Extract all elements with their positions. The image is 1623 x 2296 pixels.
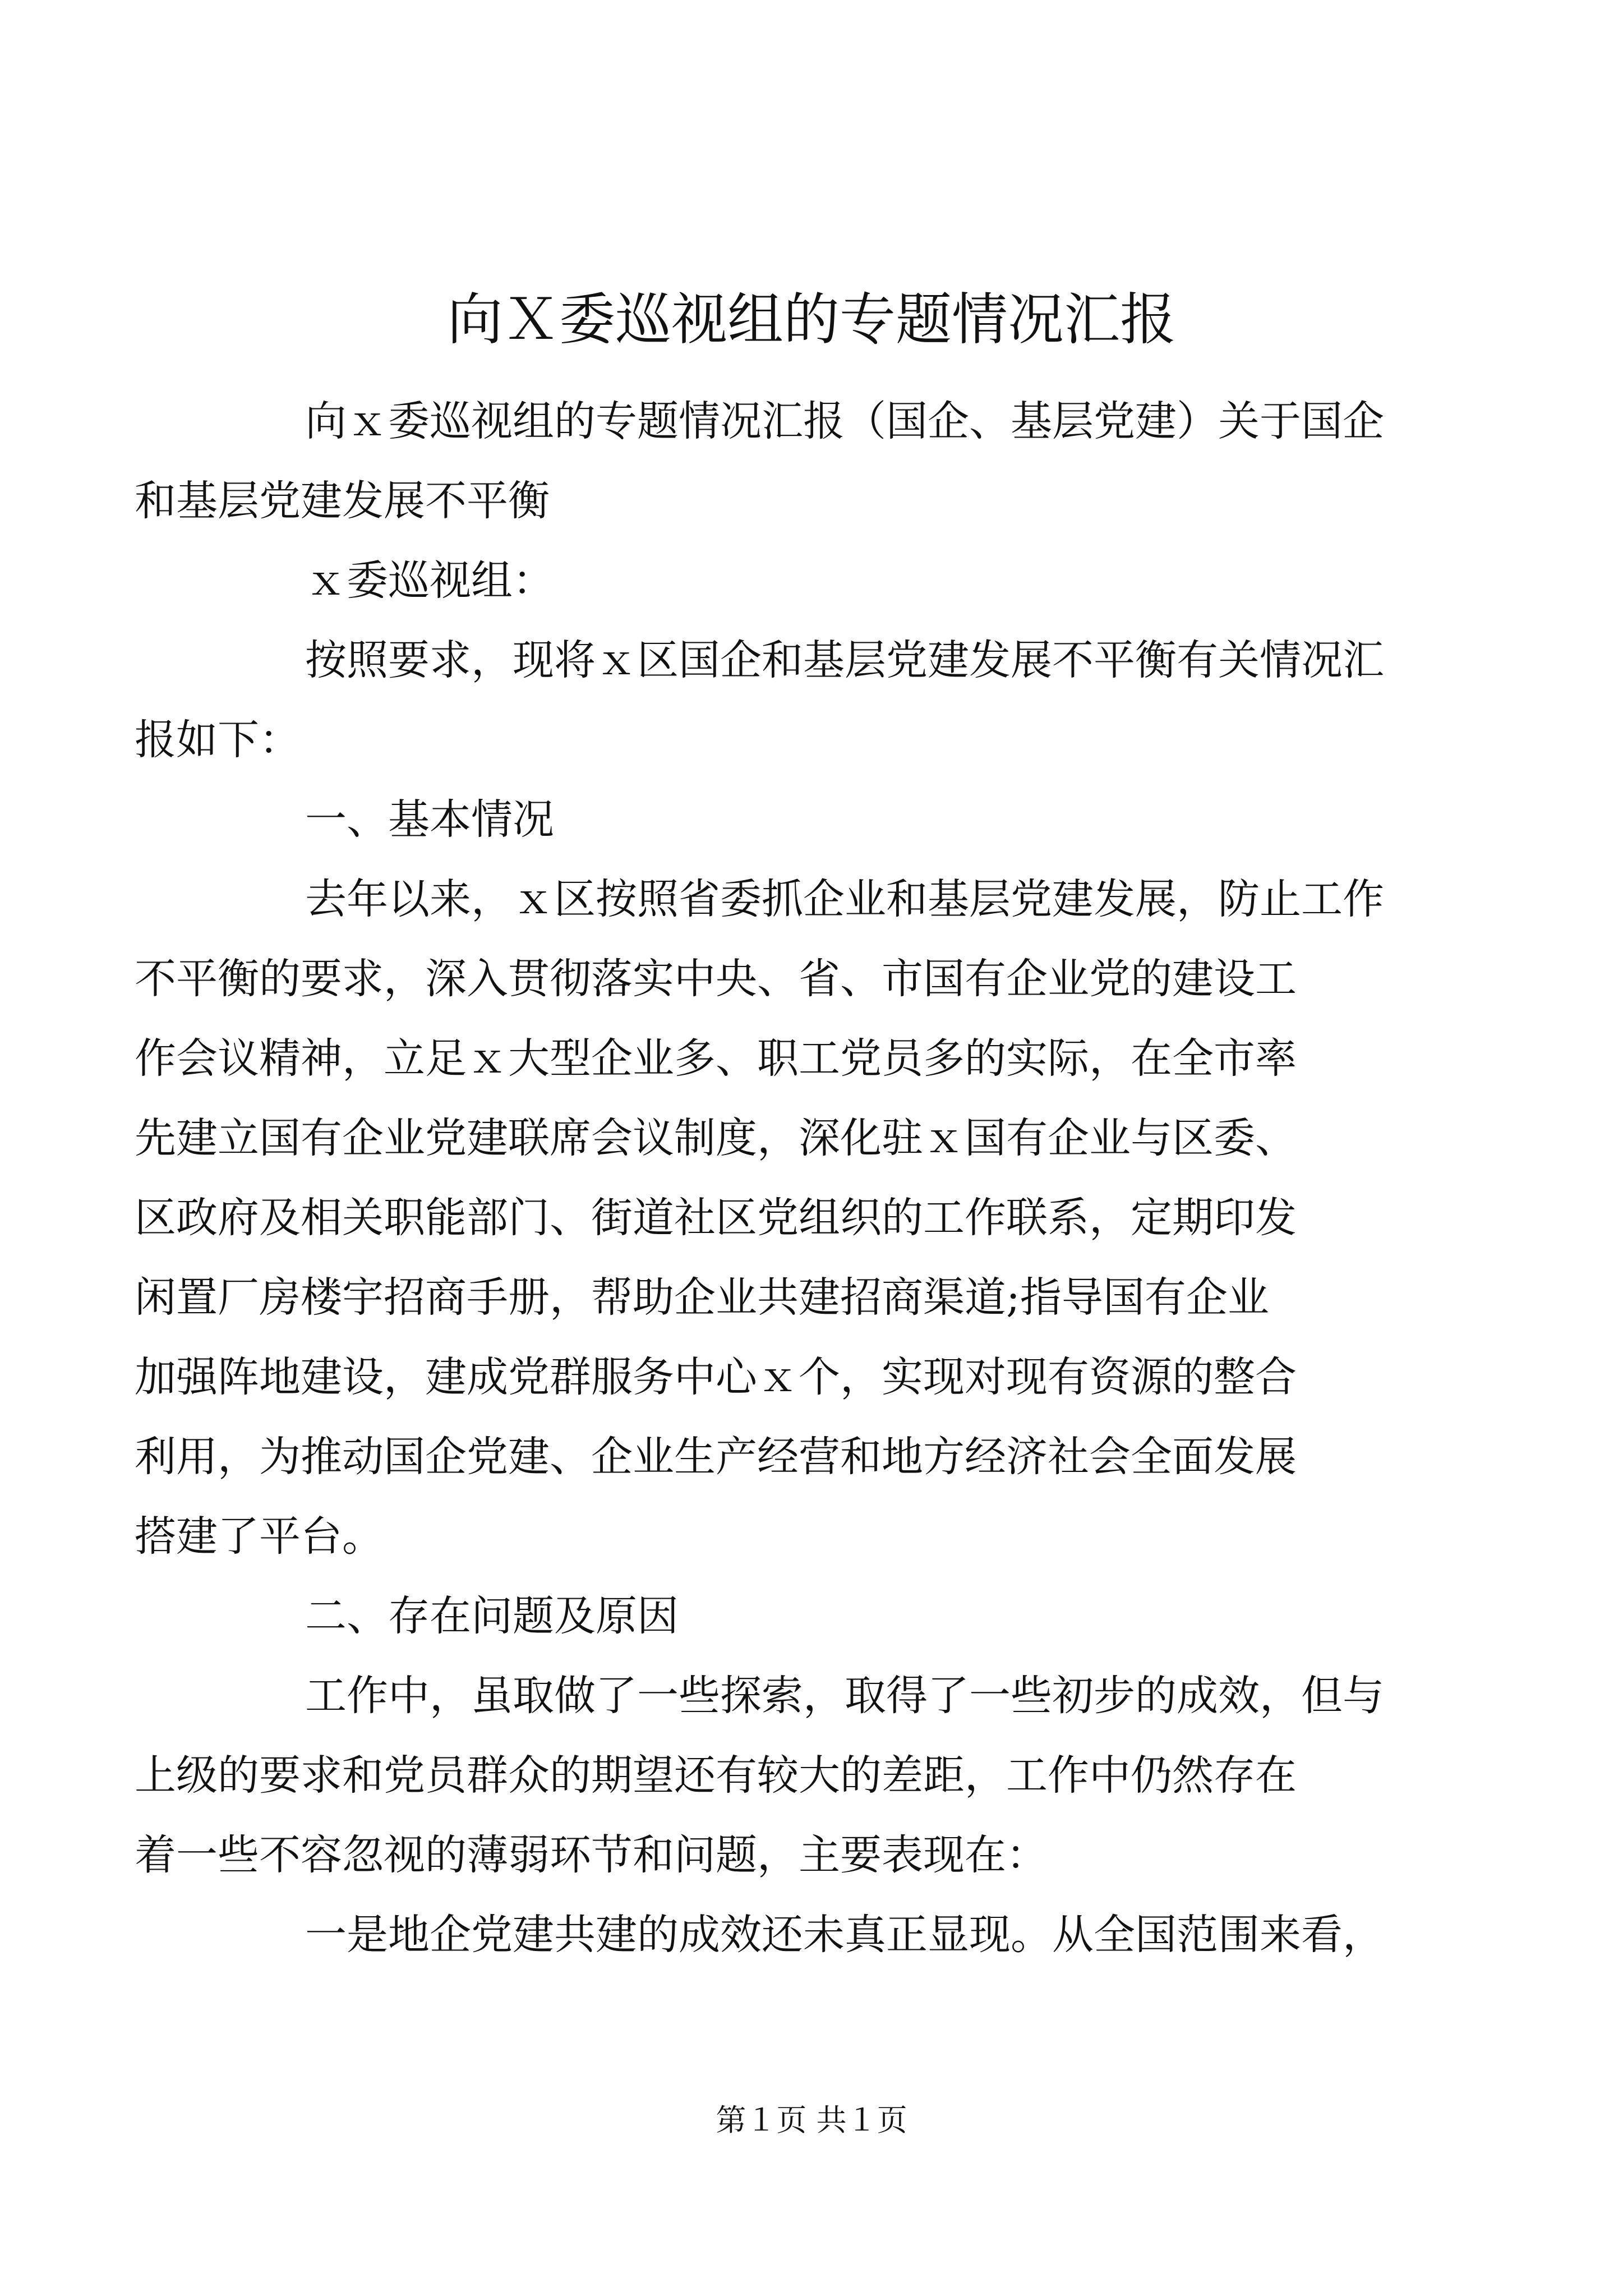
text-line: 一、基本情况: [305, 795, 554, 844]
text-line: 向ｘ委巡视组的专题情况汇报（国企、基层党建）关于国企: [305, 397, 1384, 445]
section-heading-basic: [220, 780, 1414, 859]
text-line: 利用，为推动国企党建、企业生产经营和地方经济社会全面发展: [135, 1433, 1297, 1481]
paragraph-point-one: [220, 1895, 1414, 1975]
text-line: 去年以来，ｘ区按照省委抓企业和基层党建发展，防止工作: [305, 875, 1384, 923]
text-line: 搭建了平台。: [135, 1512, 384, 1561]
paragraph-intro: [135, 381, 1414, 541]
text-line: 区政府及相关职能部门、街道社区党组织的工作联系，定期印发: [135, 1194, 1297, 1242]
document-body: [135, 381, 1414, 1975]
text-line: 着一些不容忽视的薄弱环节和问题，主要表现在：: [135, 1831, 1048, 1879]
paragraph-opening: [135, 620, 1414, 780]
text-line: 不平衡的要求，深入贯彻落实中央、省、市国有企业党的建设工: [135, 955, 1297, 1003]
text-line: 报如下：: [135, 716, 301, 764]
text-line: 上级的要求和党员群众的期望还有较大的差距，工作中仍然存在: [135, 1751, 1297, 1800]
text-line: 和基层党建发展不平衡: [135, 477, 550, 525]
section-heading-problems: [220, 1576, 1414, 1656]
page-footer: 第１页 共１页: [716, 2102, 907, 2138]
paragraph-basic-situation: [135, 859, 1414, 1576]
paragraph-problems: [135, 1656, 1414, 1895]
text-line: 先建立国有企业党建联席会议制度，深化驻ｘ国有企业与区委、: [135, 1114, 1297, 1162]
text-line: 工作中，虽取做了一些探索，取得了一些初步的成效，但与: [305, 1672, 1384, 1720]
text-line: 加强阵地建设，建成党群服务中心ｘ个，实现对现有资源的整合: [135, 1353, 1297, 1401]
text-line: 按照要求，现将ｘ区国企和基层党建发展不平衡有关情况汇: [305, 636, 1384, 684]
text-line: 作会议精神，立足ｘ大型企业多、职工党员多的实际，在全市率: [135, 1034, 1297, 1083]
text-line: 闲置厂房楼宇招商手册，帮助企业共建招商渠道;指导国有企业: [135, 1273, 1269, 1322]
paragraph-salutation: [220, 541, 1414, 620]
text-line: ｘ委巡视组：: [305, 556, 554, 605]
document-title: 向Ｘ委巡视组的专题情况汇报: [447, 287, 1176, 352]
text-line: 一是地企党建共建的成效还未真正显现。从全国范围来看，: [305, 1911, 1384, 1959]
text-line: 二、存在问题及原因: [305, 1592, 679, 1640]
